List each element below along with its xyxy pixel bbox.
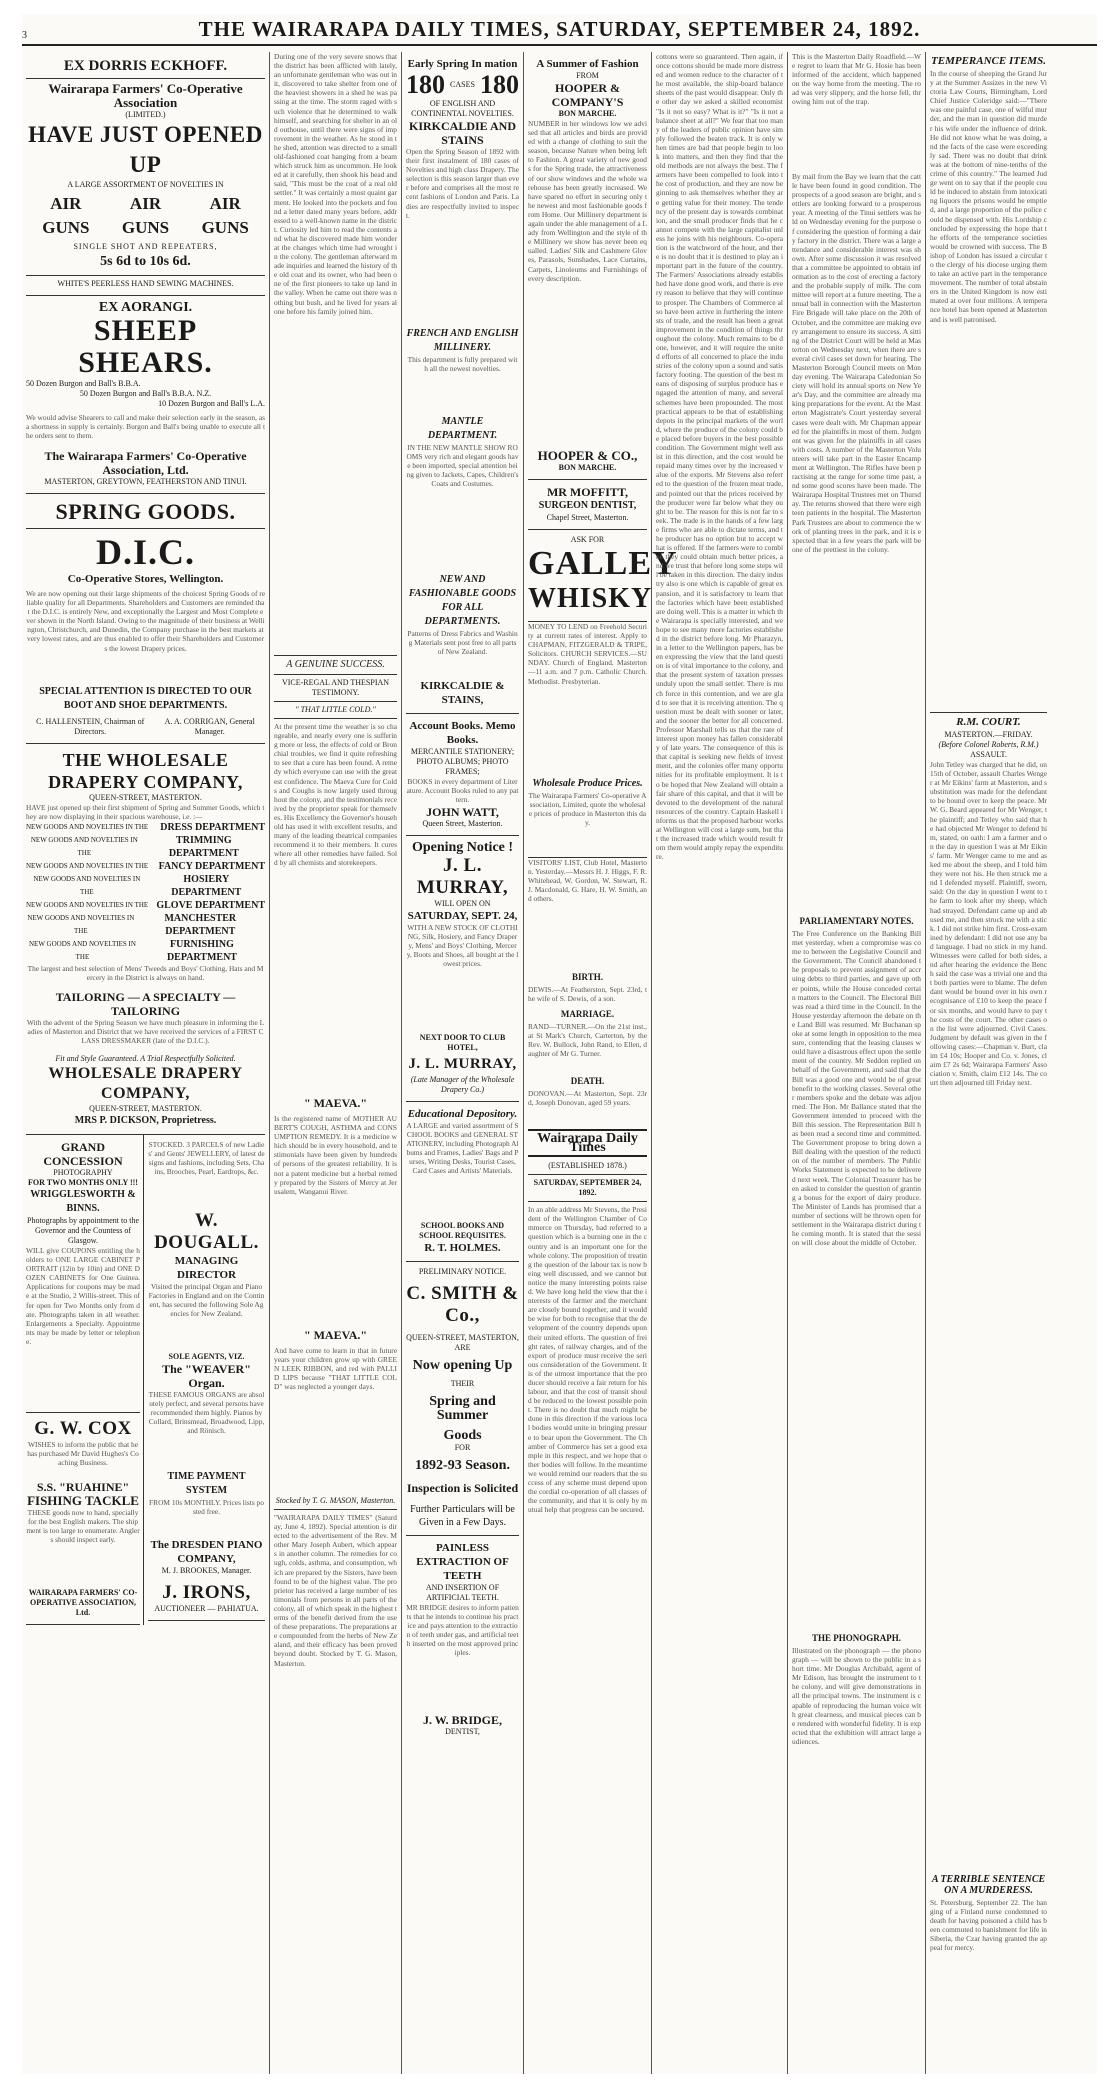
ad-dic-heading: SPRING GOODS. [55, 499, 236, 524]
ad-dic-chairman: C. HALLENSTEIN, Chairman of Directors. [36, 717, 145, 736]
ad-kirk-num-left: 180 [406, 70, 445, 99]
ad-smith-spring: Spring and Summer [429, 1394, 496, 1423]
ad-wdc-address: QUEEN-STREET, MASTERTON. [89, 793, 202, 802]
ad-hooper-heading: A Summer of Fashion [536, 58, 639, 70]
ad-kirk-heading: Early Spring In mation [407, 58, 518, 70]
ad-dougall: STOCKED. 3 PARCELS of new Ladies' and Gents' JEWELLERY, of latest designs and fashions, including Sets, Chains, Brooches, Pearl, Eardrops, &c. W. DOUGALL. MANAGING DIRECTOR Visited the principal Organ and Piano Factories in England and on the Continent, has secured the following Sole Agencies for New Zealand. SOLE AGENTS, VIZ. The "WEAVER" Organ. THESE FAMOUS ORGANS are absolutely perfect, and several persons have recommended them highly. Pianos by Collard, Brinsmead, Broadwood, Lipp, and Rönisch. TIME PAYMENT SYSTEM FROM 10s MONTHLY. Prices lists posted free. The DRESDEN PIANO COMPANY, M. J. BROOKES, Manager. J. IRONS, AUCTIONEER — PAHIATUA. [148, 1135, 265, 1621]
notice-marriage: MARRIAGE. [560, 1009, 615, 1019]
temperance-heading: TEMPERANCE ITEMS. [931, 55, 1046, 67]
ad-painless-dentist: DENTIST, [445, 1727, 480, 1736]
ad-dic-manager: A. A. CORRIGAN, General Manager. [164, 717, 255, 736]
ad-moffitt-place: Chapel Street, Masterton. [546, 513, 629, 522]
ad-wdc-department-prefix: NEW GOODS AND NOVELTIES IN THE [28, 940, 136, 961]
ad-shears-headline: SHEEP SHEARS. [78, 314, 213, 379]
ad-wdc-footer: WHOLESALE DRAPERY COMPANY, [48, 1065, 243, 1102]
ad-watt-heading: Account Books. Memo Books. [409, 720, 516, 746]
ad-wdc-footer-address: QUEEN-STREET, MASTERTON. [89, 1104, 202, 1113]
column-5: cottons were so guaranteed. Then again, if once cottons should be made more distressed and women reduce to the character of the most available, the ship-board balance sheets of the past would disappear. Only the other day we asked a skilled economist "Is it not so easy? What is it?" "Is it not a balance sheet at all?" We fear that too many of the leaders of public opinion have simply followed the beaten track. It is only when times are bad that people begin to look into matters, and then they find that the old methods are not always the best. The farmers have been compelled to look into the cost of production, and they are now beginning to ask themselves whether they are getting value for their money. The tendency of the present day is towards combination, and the small producer finds that he cannot compete with the large capitalist unless he joins with his neighbours. Co-operation is the watchword of the hour, and there is no doubt that it is destined to play an important part in the future of the country. The Farmers' Associations already established have done good work, and there is every reason to believe that they will continue to prosper. The Chambers of Commerce also have been active in furthering the interests of trade, and the result has been a great improvement in the condition of things throughout the colony. Much remains to be done, however, and it will require the united efforts of all concerned to place the industries of the colony upon a sound and satisfactory footing. The question of the best means of disposing of surplus produce has engaged the attention of many, and several schemes have been propounded. The most practical appears to be that of establishing depots in the principal markets of the world, where the produce of the colony could be placed before buyers in the best possible condition. The Government might well assist in this direction, and the cost would be repaid many times over by the increased value of the exports. Mr Stevens also referred to the question of the frozen meat trade, and pointed out that the prices received by the producer were far below what they ought to be. The reason for this is not far to seek. The trade is in the hands of a few large firms who are able to dictate terms, and the producer has no option but to accept what is offered. If the farmers were to combine they could obtain much better prices, and we trust that before long some steps will be taken in this direction. The dairy industry also is one which is capable of great expansion, and it is satisfactory to learn that the factories which have been established are doing well. This is a matter in which the Wairarapa is specially interested, and we hope to see many more factories established in the district before long. Mr Pharazyn, in a letter to the Wellington papers, has been expressing the view that the land question is of vital importance to the colony, and that the present system of taxation presses unduly upon the small settler. There is much force in this contention, and we are glad to see that it is receiving attention. The question must be dealt with sooner or later, and the sooner the better for all concerned. Professor Marshall tells us that the rate of interest upon money has fallen considerably of late years. The consequence of this is that capital is seeking new fields of investment, and the colonies offer many opportunities for its profitable employment. It is to be hoped that New Zealand will obtain a fair share of this capital, and that it will be devoted to the development of the natural resources of the country. Captain Haskell informs us that the proposed harbour works at Wellington will cost a large sum, but that the increased trade which would result from them would amply repay the expenditure. [652, 52, 788, 2074]
paper-date: SATURDAY, SEPTEMBER 24, 1892. [533, 1178, 642, 1198]
notice-death: DEATH. [570, 1076, 605, 1086]
ad-dougall-weaver: The "WEAVER" Organ. [162, 1362, 251, 1390]
ad-wdc-department-row [26, 899, 265, 912]
ad-cox: G. W. COX WISHES to inform the public that he has purchased Mr David Hughes's Coaching Business. S.S. "RUAHINE" FISHING TACKLE THESE goods now to hand, specially for the best English makers. The shipment is too large to enumerate. Anglers should inspect early. WAIRARAPA FARMERS' CO-OPERATIVE ASSOCIATION, Ltd. [26, 1413, 140, 1625]
ad-dougall-agents: SOLE AGENTS, VIZ. [168, 1352, 245, 1361]
ad-hooper: A Summer of Fashion FROM HOOPER & COMPANY'S BON MARCHE. NUMBER in her windows low we advised that all articles and birds are provided with a change of clothing to suit the season, because Nature when being left to Fashion. A great variety of new goods for the Spring trade, the attractiveness of our show windows and the whole warehouse has been greatly increased. We have spared no effort in securing only the newest and most fashionable goods from Home. Our Millinery department is again under the able management of a Lady from Wellington and the style of the Millinery we show has never been equalled. Ladies' Silk and Cashmere Gloves, Parasols, Sunshades, Lace Curtains, Carpets, Linoleums and Furnishings of every description. HOOPER & CO., BON MARCHE. [528, 52, 647, 480]
page-number: 3 [22, 30, 27, 41]
ad-grace-maeva-2: " MAEVA." [303, 1328, 368, 1342]
column-7: TEMPERANCE ITEMS. In the course of sheeping the Grand Jury at the Summer Assizes in the new Victoria Law Courts, Birmingham, Lord Chief Justice Coleridge said:—"There was one painful case, one of wilful murder, and the man in question did murder his wife under the influence of drink. He did not know what he was doing, and the facts of the case were exceedingly sad. There was no doubt that drink was at the bottom of nine-tenths of the crime of this country." The learned Judge went on to say that if the people could be induced to abstain from intoxicating liquors the prisons would be emptied, and a large proportion of the police could be dispensed with. His Lordship concluded by expressing the hope that the efforts of the temperance societies would be crowned with success. The Bishop of London has issued a circular to the clergy of his diocese urging them to take an active part in the temperance movement. The number of total abstainers in the United Kingdom is now estimated at over four millions. A temperance hotel has been opened at Masterton and is well patronised. R.M. COURT. MASTERTON.—FRIDAY. (Before Colonel Roberts, R.M.) ASSAULT. John Tetley was charged that he did, on 15th of October, assault Charles Wenger at Mr Eikins' farm at Masterton, and substitution was made for the defendant to be bound over to keep the peace. Mr W. G. Beard appeared for Mr Wenger, the plaintiff; and Tetley who said that he had objected Mr Wenger to defend him, stated, on oath: I am a farmer and on the day in question I was at Mr Eikins' farm. Mr Wenger came to me and asked me about the sheep, and I told him they were not his. He then struck me and I defended myself. Plaintiff, sworn, said: On the day in question I went to the farm to look after my sheep, which had strayed. Defendant came up and abused me, and then struck me with a stick. I did not strike him first. Cross-examined by defendant: I did not use any bad language. I had no stick in my hand. Witnesses were called for both sides, and after hearing the evidence the Bench said the case was a trivial one and that both parties were to blame. The defendant would be bound over in his own recognisance of £10 to keep the peace for six months, and would have to pay the costs of the court. The other cases on the list were adjourned. Civil Cases. Judgment by default was given in the following cases:—Chapman v. Burt, claim £4 10s; Hooper and Co. v. Jones, claim £7 2s 6d; Wairarapa Farmers' Association v. Smith, claim £12 14s. The court then adjourned till Friday next. A TERRIBLE SENTENCE ON A MURDERESS. St. Petersburg, September 22. The hanging of a Finland nurse condemned to death for having poisoned a child has been commuted to banishment for life in Siberia, the Czar having granted the appeal for mercy. [930, 55, 1049, 1953]
column-2: During one of the very severe snows that the district has been afflicted with lately, an unfortunate gentleman who was out in it, discovered to take shelter from one of the heaviest showers in a shed he was passing at the time. The storm raged with such violence that he determined to walk himself, and searching for shelter in an old outhouse, until there were signs of improvement in the weather. As he stood in the shed, attention was directed to a small old-fashioned coat hanging from a beam which struck him as uncommon. He looked at it carefully, then shook his head and said, "This must be the coat of a real old settler." It was certainly a most quaint garment. He looked into the pockets and found a letter dated many years before, addressed to a well-known name in the district. Curiosity led him to read the contents and what he discovered made him wonder at the changes which time had wrought in the colony. The gentleman afterward made inquiries and learned the history of the old coat and its owner, who had been one of the first pioneers to take up land in the valley. When he came out there was nothing but bush, and he lived for years alone before his family joined him. A GENUINE SUCCESS. VICE-REGAL AND THESPIAN TESTIMONY. " THAT LITTLE COLD." At the present time the weather is so changeable, and nearly every one is suffering more or less, the effects of cold or Bronchial troubles, we find it quite refreshing to see that a cure has been found. A remedy which everyone can use with the greatest confidence. The Maeva Cure for Colds and Coughs is now largely used throughout the colony, and the testimonials received by the proprietor speak for themselves. His Excellency the Governor's household has used it with excellent results, and many of the leading theatrical companies recommend it to their members. It cures where all other remedies have failed. Sold by all chemists and storekeepers. " MAEVA." Is the registered name of MOTHER AUBERT'S COUGH, ASTHMA and CONSUMPTION REMEDY. It is a medicine which should be in every household, and testimonials have been given by hundreds of persons of the greatest reliability. It is not a patent medicine but a herbal remedy prepared by the Sisters of Mercy at Jerusalem, Wanganui River. " MAEVA." And have come to learn in that in future years your children grow up with GREEN LEEK RIBBON, and red with PALLID LIPS because "THAT LITTLE COLD" was neglected a younger days. Stocked by T. G. MASON, Masterton. "WAIRARAPA DAILY TIMES" (Saturday, June 4, 1892). Special attention is directed to the advertisement of the Rev. Mother Mary Joseph Aubert, which appears in another column. The remedies for cough, colds, asthma, and consumption, which are prepared by the Sisters, have been found to be of the highest value. The proprietor has received a large number of testimonials from persons in all parts of the colony, all of which speak in the highest terms of the benefit derived from the use of these preparations. The preparations are compounded from the herbs of New Zealand, and their efficacy has been proved beyond doubt. Stocked by T. G. Mason, Masterton. [270, 52, 402, 2074]
ad-kirk-num-right: 180 [480, 70, 519, 99]
ad-kirk-sub: OF ENGLISH AND CONTINENTAL NOVELTIES. [411, 99, 514, 118]
ad-galley-ask: ASK FOR [570, 535, 605, 544]
ad-smith-for: FOR [454, 1443, 471, 1452]
ad-wdc-department-prefix: NEW GOODS AND NOVELTIES IN THE [30, 836, 138, 857]
ad-shears-heading: EX AORANGI. [98, 300, 193, 315]
ad-dic-headline: D.I.C. [95, 532, 195, 572]
rm-court-place-date: MASTERTON.—FRIDAY. [944, 730, 1033, 739]
ad-smith-inspection: Inspection is Solicited [406, 1481, 519, 1495]
ad-eckhoff-company: Wairarapa Farmers' Co-Operative Association [48, 81, 243, 110]
ad-wdc-motto: Fit and Style Guaranteed. A Trial Respectfully Solicited. [55, 1054, 236, 1063]
ad-grand-sub: PHOTOGRAPHY [53, 1168, 113, 1177]
ad-painless-bridge: J. W. BRIDGE, [422, 1713, 503, 1727]
ad-wdc-department-name: FANCY DEPARTMENT [158, 861, 265, 872]
ad-watt: Account Books. Memo Books. MERCANTILE STATIONERY; PHOTO ALBUMS; PHOTO FRAMES; BOOKS in every department of Literature. Account Books ruled to any pattern. JOHN WATT, Queen Street, Masterton. [406, 714, 519, 836]
ad-edu-holmes: R. T. HOLMES. [424, 1242, 501, 1254]
ad-smith [406, 1262, 519, 1536]
ad-wdc-tailoring: TAILORING — A SPECIALTY — TAILORING [55, 990, 236, 1018]
ad-moffitt [528, 480, 647, 530]
ad-murray-name-2: J. L. MURRAY, [408, 1056, 517, 1072]
ad-wdc-department-row [26, 912, 265, 938]
ad-wdc-department-name: DRESS DEPARTMENT [160, 822, 265, 833]
ad-watt-sub: MERCANTILE STATIONERY; PHOTO ALBUMS; PHOTO FRAMES; [410, 747, 515, 776]
ad-edu: Educational Depository. A LARGE and varied assortment of SCHOOL BOOKS and GENERAL STATIONERY, including Photograph Albums and Frames, Ladies' Bags and Purses, Writing Desks, Tourist Cases, Card Cases and Artists' Materials. SCHOOL BOOKS AND SCHOOL REQUISITES. R. T. HOLMES. [406, 1102, 519, 1262]
paper-est: (ESTABLISHED 1878.) [548, 1161, 627, 1171]
ad-grace-heading: A GENUINE SUCCESS. [286, 659, 385, 670]
ad-painless-heading: PAINLESS EXTRACTION OF TEETH [416, 1542, 509, 1582]
ad-grace-stocked: Stocked by T. G. MASON, Masterton. [275, 1496, 396, 1505]
ad-dougall-auctioneer: AUCTIONEER — PAHIATUA. [154, 1604, 259, 1613]
ad-wdc-department-row [26, 834, 265, 860]
ad-grand-studio-sub: Photographs by appointment to the Governor and the Countess of Glasgow. [27, 1216, 139, 1245]
ad-edu-school: SCHOOL BOOKS AND SCHOOL REQUISITES. [419, 1221, 506, 1240]
ad-wdc-headline: THE WHOLESALE DRAPERY COMPANY, [48, 750, 243, 792]
ad-hooper-firm-2: HOOPER & CO., [537, 448, 638, 463]
ad-wdc-proprietress: MRS P. DICKSON, Proprietress. [74, 1115, 217, 1126]
ad-murray-late: (Late Manager of the Wholesale Drapery Co.) [410, 1075, 515, 1094]
ad-cox-steamer: S.S. "RUAHINE" [36, 1480, 130, 1494]
ad-wdc-department-name: TRIMMING DEPARTMENT [168, 835, 239, 859]
ad-smith-season: 1892-93 Season. [415, 1458, 510, 1473]
ad-hooper-firm: HOOPER & COMPANY'S [551, 81, 624, 109]
ad-eckhoff-footer: WHITE'S PEERLESS HAND SEWING MACHINES. [57, 279, 234, 288]
ad-moffitt-name: MR MOFFITT, [546, 485, 629, 499]
ad-wdc-department-name: FURNISHING DEPARTMENT [166, 939, 237, 963]
ad-kirk-mantle: MANTLE DEPARTMENT. [427, 416, 498, 441]
ad-smith-their: THEIR [450, 1379, 475, 1388]
masthead [22, 14, 1097, 46]
ad-murray: Opening Notice ! J. L. MURRAY, WILL OPEN ON SATURDAY, SEPT. 24, WITH A NEW STOCK OF CLOTHING, Silk, Hosiery, and Fancy Drapery, Mens' and Boys' Clothing, Mercery, Boots and Shoes, all bought at the lowest prices. NEXT DOOR TO CLUB HOTEL, J. L. MURRAY, (Late Manager of the Wholesale Drapery Co.) [406, 836, 519, 1102]
ad-wdc-department-name: GLOVE DEPARTMENT [156, 900, 265, 911]
ad-kirk-cases: CASES [450, 80, 475, 89]
ad-grand-heading: GRAND CONCESSION [43, 1140, 123, 1168]
ad-smith-prelim: PRELIMINARY NOTICE. [418, 1267, 507, 1276]
column-3 [402, 52, 524, 2074]
ad-galley-headline: GALLEY [528, 545, 678, 582]
ad-eckhoff-limited: (LIMITED.) [125, 110, 166, 119]
newspaper-page [22, 14, 1097, 2074]
ad-murray-heading: Opening Notice ! [411, 840, 514, 855]
ad-eckhoff-heading: EX DORRIS ECKHOFF. [63, 58, 228, 74]
ad-dic-sub: Co-Operative Stores, Wellington. [67, 573, 224, 585]
ad-smith-now: Now opening Up [412, 1358, 513, 1373]
ad-murray-name: J. L. MURRAY, [416, 855, 509, 898]
ad-wdc-department-prefix: NEW GOODS AND NOVELTIES IN THE [26, 823, 149, 831]
column-1 [22, 52, 270, 2074]
ad-shears-line-2: 50 Dozen Burgon and Ball's B.B.A. N.Z. [79, 389, 212, 398]
ad-smith-and: ARE [454, 1343, 471, 1352]
ad-cox-tackle: FISHING TACKLE [27, 1493, 139, 1508]
ad-wdc-department-row [26, 938, 265, 964]
ad-dic-attention: SPECIAL ATTENTION IS DIRECTED TO OUR BOOT AND SHOE DEPARTMENTS. [39, 686, 252, 711]
ad-galley [528, 530, 678, 622]
ad-grand-studio: WRIGGLESWORTH & BINNS. [30, 1189, 136, 1214]
ad-watt-place: Queen Street, Masterton. [422, 819, 503, 828]
ad-wholesale: Wholesale Produce Prices. The Wairarapa Farmers' Co-operative Association, Limited, quote the wholesale prices of produce in Masterton this day. [528, 772, 647, 858]
notice-birth: BIRTH. [572, 972, 603, 982]
ad-shears-place: MASTERTON, GREYTOWN, FEATHERSTON AND TINUI. [44, 477, 247, 486]
ad-kirk-firm: KIRKCALDIE AND STAINS [408, 119, 516, 147]
ad-hooper-bon: BON MARCHE. [558, 463, 617, 472]
murderess-heading: A TERRIBLE SENTENCE ON A MURDERESS. [931, 1874, 1046, 1896]
ad-eckhoff-guns-1: AIR GUNS [42, 194, 90, 237]
ad-smith-firm: C. SMITH & Co., [406, 1283, 519, 1326]
ad-kirk-new: NEW AND FASHIONABLE GOODS FOR ALL DEPARTMENTS. [408, 574, 517, 627]
ad-eckhoff-guns-2: AIR GUNS [121, 194, 170, 237]
ad-wdc-department-prefix: NEW GOODS AND NOVELTIES IN THE [26, 901, 149, 909]
ad-murray-date: SATURDAY, SEPT. 24, [407, 910, 518, 922]
ad-grace-quote: " THAT LITTLE COLD." [295, 705, 376, 714]
ad-smith-further: Further Particulars will be Given in a Few Days. [410, 1504, 515, 1528]
ad-wdc-department-row [26, 873, 265, 899]
ad-dougall-pianos: The DRESDEN PIANO COMPANY, [150, 1539, 263, 1565]
ad-hooper-store: BON MARCHE. [558, 109, 617, 118]
ad-grace-maeva: " MAEVA." [303, 1096, 368, 1110]
ad-wdc: THE WHOLESALE DRAPERY COMPANY, QUEEN-STREET, MASTERTON. HAVE just opened up their first shipment of Spring and Summer Goods, which they are now displaying in their spacious warehouse, i.e. :— NEW GOODS AND NOVELTIES IN THE DRESS DEPARTMENT NEW GOODS AND NOVELTIES IN THE TRIMMING DEPARTMENT NEW GOODS AND NOVELTIES IN THE FANCY DEPARTMENT NEW GOODS AND NOVELTIES IN THE HOSIERY DEPARTMENT NEW GOODS AND NOVELTIES IN THE GLOVE DEPARTMENT NEW GOODS AND NOVELTIES IN THE MANCHESTER DEPARTMENT NEW GOODS AND NOVELTIES IN THE FURNISHING DEPARTMENT The largest and best selection of Mens' Tweeds and Boys' Clothing, Hats and Mercery in the District is always on hand. TAILORING — A SPECIALTY — TAILORING With the advent of the Spring Season we have much pleasure in informing the Ladies of Masterton and District that we have received the services of a FIRST CLASS DRESSMAKER (late of the D.I.C.). Fit and Style Guaranteed. A Trial Respectfully Solicited. WHOLESALE DRAPERY COMPANY, QUEEN-STREET, MASTERTON. MRS P. DICKSON, Proprietress. [26, 744, 265, 1135]
ad-edu-heading: Educational Depository. [407, 1108, 518, 1120]
column-4: A Summer of Fashion FROM HOOPER & COMPANY'S BON MARCHE. NUMBER in her windows low we advised that all articles and birds are provided with a change of clothing to suit the season, because Nature when being left to Fashion. A great variety of new goods for the Spring trade, the attractiveness of our show windows and the whole warehouse has been greatly increased. We have spared no effort in securing only the newest and most fashionable goods from Home. Our Millinery department is again under the able management of a Lady from Wellington and the style of the Millinery we show has never been equalled. Ladies' Silk and Cashmere Gloves, Parasols, Sunshades, Lace Curtains, Carpets, Linoleums and Furnishings of every description. HOOPER & CO., BON MARCHE. MR MOFFITT, SURGEON DENTIST, Chapel Street, Masterton. ASK FOR GALLEY WHISKY MONEY TO LEND on Freehold Security at current rates of interest. Apply to CHAPMAN, FITZGERALD & TRIPE, Solicitors. CHURCH SERVICES.—SUNDAY. Church of England. Masterton—11 a.m. and 7 p.m. Catholic Church. Methodist. Presbyterian. Wholesale Produce Prices. The Wairarapa Farmers' Co-operative Association, Limited, quote the wholesale prices of produce in Masterton this day. VISITORS' LIST, Club Hotel, Masterton. Yesterday.—Messrs H. J. Higgs, F. R. Whitehead, W. Gordon, W. Stewart, R. J. Macdonald, G. Hare, H. W. Smith, and others. BIRTH. DEWIS.—At Featherston, Sept. 23rd, the wife of S. Dewis, of a son. MARRIAGE. RAND—TURNER.—On the 21st inst., at St Mark's Church, Carterton, by the Rev. W. Bullock, John Rand, to Ellen, daughter of Mr G. Turner. DEATH. DONOVAN.—At Masterton, Sept. 23rd, Joseph Donovan, aged 59 years. Wairarapa Daily Times (ESTABLISHED 1878.) SATURDAY, SEPTEMBER 24, 1892. In an able address Mr Stevens, the President of the Wellington Chamber of Commerce on Thursday, had referred to a question which is a burning one in the country and is an important one for the whole colony. The proposition of treating the question of the labour tax is now being well discussed, and we cannot but notice the many interesting points raised. We have long held the view that the interests of the farmer and the merchant are closely bound together, and it would be wise for both to recognise that the development of the country depends upon their united efforts. The question of freight rates, of railway charges, and of the export of produce must receive the serious consideration of the Government. It is of the utmost importance that the producer should receive a fair return for his labour, and that the cost of transit should be reduced to the lowest possible point. There is no doubt that much might be done in this direction if the various local bodies would unite in bringing pressure to bear upon the Government. The Chamber of Commerce has set a good example in this respect, and we hope that other bodies will follow. In the meantime we would remind our readers that the success of any scheme must depend upon the cordial co-operation of all classes of the community, and that it is only by mutual help that progress can be secured. [524, 52, 652, 2074]
ad-murray-next: NEXT DOOR TO CLUB HOTEL, [419, 1033, 506, 1052]
ad-dougall-brookes: M. J. BROOKES, Manager. [161, 1566, 252, 1575]
ad-dougall-name: W. DOUGALL. [154, 1210, 259, 1253]
ad-dougall-irons: J. IRONS, [162, 1582, 251, 1603]
ad-cox-headline: G. W. COX [34, 1418, 132, 1439]
ad-wdc-department-prefix: NEW GOODS AND NOVELTIES IN THE [27, 914, 135, 935]
ad-wdc-department-prefix: NEW GOODS AND NOVELTIES IN THE [33, 875, 141, 896]
ad-wdc-department-name: MANCHESTER DEPARTMENT [164, 913, 237, 937]
ad-wdc-department-row [26, 860, 265, 873]
ad-shears: EX AORANGI. SHEEP SHEARS. 50 Dozen Burgon and Ball's B.B.A. 50 Dozen Burgon and Ball's B.B.A. N.Z. 10 Dozen Burgon and Ball's L.A. We would advise Shearers to call and make their selection early in the season, as a shortness in supply is certainly. Burgon and Ball's being unable to execute all the orders sent to them. The Wairarapa Farmers' Co-Operative Association, Ltd. MASTERTON, GREYTOWN, FEATHERSTON AND TINUI. [26, 296, 265, 494]
ad-cox-footer: WAIRARAPA FARMERS' CO-OPERATIVE ASSOCIATION, Ltd. [28, 1588, 138, 1617]
columns [22, 52, 1097, 2074]
parliamentary-notes-heading: PARLIAMENTARY NOTES. [799, 916, 914, 926]
ad-galley-whisky: WHISKY [528, 583, 653, 614]
rm-court-before: (Before Colonel Roberts, R.M.) [938, 740, 1039, 749]
ad-moffitt-title: SURGEON DENTIST, [538, 500, 637, 511]
ad-grace-sub: VICE-REGAL AND THESPIAN TESTIMONY. [281, 678, 390, 697]
phonograph-heading: THE PHONOGRAPH. [811, 1633, 901, 1643]
rm-court-heading: R.M. COURT. [956, 716, 1021, 728]
ad-dougall-managing: MANAGING DIRECTOR [174, 1255, 239, 1281]
ad-eckhoff-guns-3: AIR GUNS [201, 194, 249, 237]
ad-murray-will: WILL OPEN ON [434, 899, 491, 908]
ad-watt-name: JOHN WATT, [426, 805, 499, 819]
ad-dougall-time: TIME PAYMENT SYSTEM [167, 1471, 246, 1496]
ad-eckhoff-price: 5s 6d to 10s 6d. [100, 254, 191, 269]
ad-eckhoff-headline: HAVE JUST OPENED UP [28, 122, 263, 177]
paper-name: Wairarapa Daily Times [528, 1129, 647, 1157]
ad-painless-sub: AND INSERTION OF ARTIFICIAL TEETH. [425, 1583, 500, 1602]
ad-grand-offer: FOR TWO MONTHS ONLY !!! [28, 1178, 138, 1187]
ad-wdc-departments [26, 821, 265, 964]
ad-shears-line-3: 10 Dozen Burgon and Ball's L.A. [158, 399, 265, 408]
ad-wdc-department-prefix: NEW GOODS AND NOVELTIES IN THE [26, 862, 149, 870]
rm-court-assault: ASSAULT. [970, 750, 1007, 759]
ad-wdc-department-name: HOSIERY DEPARTMENT [171, 874, 242, 898]
ad-grand: GRAND CONCESSION PHOTOGRAPHY FOR TWO MONTHS ONLY !!! WRIGGLESWORTH & BINNS. Photographs by appointment to the Governor and the Countess of Glasgow. WILL give COUPONS entitling the holders to ONE LARGE CABINET PORTRAIT (12in by 10in) and ONE DOZEN CABINETS for One Guinea. Applications for coupons may be made at the Studio, 2 Willis-street. This offer open for Two Months only from date. Photographs taken in all weather. Enlargements a Specialty. Appointments may be made by letter or telephone. [26, 1135, 140, 1413]
ad-kirk-french: FRENCH AND ENGLISH MILLINERY. [406, 328, 519, 353]
ad-hooper-from: FROM [576, 71, 599, 80]
ad-kirk-firm-2: KIRKCALDIE & STAINS, [420, 680, 505, 706]
ad-eckhoff [26, 52, 265, 296]
column-6: This is the Masterton Daily Roadfield.—We regret to learn that Mr G. Hosie has been informed of the accident, which happened on the way home from the meeting. The road was very slippery, and the horse fell, throwing him out of the trap. By mail from the Bay we learn that the cattle have been found in good condition. The prospects of a good season are bright, and settlers are looking forward to a prosperous year. A meeting of the Tinui settlers was held on Wednesday evening for the purpose of considering the question of forming a dairy factory in the district. There was a large attendance and considerable interest was shown. After some discussion it was resolved that a committee be appointed to obtain information as to the cost of erecting a factory and the probable supply of milk. The committee will report at a future meeting. The annual ball in connection with the Masterton Fire Brigade will take place on the 20th of October, and the committee are making every arrangement to ensure its success. A sitting of the District Court will be held at Masterton on Wednesday next, when there are several civil cases set down for hearing. The Masterton Borough Council meets on Monday evening. The Wairarapa Caledonian Society will hold its annual sports on New Year's Day, and the committee are already making preparations for the event. At the Masterton Magistrate's Court yesterday several cases were dealt with. Mr Chapman appeared for the plaintiffs in most of them. Judgment was given for the plaintiffs in all cases with costs. A number of the Masterton Volunteers will take part in the Easter Encampment at Wellington. The Rifles have been practising at the range for some time past, and some good scores have been made. The Wairarapa Hospital Trustees met on Thursday. The returns showed that there were eighteen patients in the hospital. The Masterton Park Trustees are about to commence the work of planting trees in the park, and it is expected that in a few years the park will be one of the prettiest in the colony. PARLIAMENTARY NOTES. The Free Conference on the Banking Bill met yesterday, when a compromise was come to between the Legislative Council and the Government. The Council abandoned the proposals to prevent assignment of accruing debts to third parties, and gave up other points, while the House conceded certain matters to the Council. The Electoral Bill was read a third time in the Council. In the House yesterday afternoon the debate on the Land Bill was resumed. Mr Buchanan spoke at some length in opposition to the measure, contending that the leasing clauses would have a disastrous effect upon the settlement of the country. Mr Seddon replied on behalf of the Government, and said that the Bill was a good one and would be of great benefit to the working classes. Several other members spoke and the debate was adjourned. The Hon. Mr Ballance stated that the Government intended to proceed with the Bill this session. The Representation Bill has been read a second time and committed. The Government propose to bring down a Bill dealing with the question of the reduction of the number of members. The Public Works Statement is expected to be delivered next week. The Colonial Treasurer has been asked to consider the question of granting a bonus for the export of dairy produce. The Minister of Lands has promised that a number of sections will be thrown open for settlement in the Wairarapa district during the coming month. It is stated that the session will close about the middle of October. THE PHONOGRAPH. Illustrated on the phonograph — the phonograph — will be shown to the public in a short time. Mr Douglas Archibald, agent of Mr Edison, has brought the instrument to the colony, and will give demonstrations in all the principal towns. The instrument is capable of reproducing the human voice with great clearness, and musical pieces can be rendered with wonderful fidelity. It is expected that the exhibition will attract large audiences. [788, 52, 926, 2074]
ad-eckhoff-sub: A LARGE ASSORTMENT OF NOVELTIES IN [67, 180, 224, 189]
ad-shears-footer: The Wairarapa Farmers' Co-Operative Association, Ltd. [44, 449, 247, 477]
ad-painless: PAINLESS EXTRACTION OF TEETH AND INSERTION OF ARTIFICIAL TEETH. MR BRIDGE desires to inform patients that he intends to continue his practice and pays attention to the extraction of teeth under gas, and artificial teeth inserted on the most approved principles. J. W. BRIDGE, DENTIST, [406, 1542, 519, 1736]
ad-shears-line-1: 50 Dozen Burgon and Ball's B.B.A. [26, 379, 141, 388]
ad-kirk: Early Spring In mation 180 CASES 180 OF ENGLISH AND CONTINENTAL NOVELTIES. KIRKCALDIE AND STAINS Open the Spring Season of 1892 with their first instalment of 180 cases of Novelties and high class Drapery. The selection is this season larger than ever before and comprises all the most recent fashions of London and Paris. Ladies are respectfully invited to inspect. FRENCH AND ENGLISH MILLINERY. This department is fully prepared with all the newest novelties. MANTLE DEPARTMENT. IN THE NEW MANTLE SHOW ROOMS very rich and elegant goods have been imported, special attention being given to Jackets, Capes, Children's Coats and Costumes. NEW AND FASHIONABLE GOODS FOR ALL DEPARTMENTS. Patterns of Dress Fabrics and Washing Materials sent post free to all parts of New Zealand. KIRKCALDIE & STAINS, [406, 52, 519, 714]
ad-eckhoff-single: SINGLE SHOT AND REPEATERS, [73, 242, 218, 251]
ad-wholesale-heading: Wholesale Produce Prices. [532, 778, 643, 789]
ad-smith-goods: Goods [443, 1428, 482, 1443]
masthead-title: THE WAIRARAPA DAILY TIMES, SATURDAY, SEPTEMBER 24, 1892. [198, 16, 921, 41]
ad-wdc-department-row [26, 821, 265, 834]
ad-smith-street: QUEEN-STREET, MASTERTON, [406, 1333, 519, 1342]
ad-dic: SPRING GOODS. D.I.C. Co-Operative Stores, Wellington. We are now opening out their large shipments of the choicest Spring Goods of reliable quality for all Departments. Shareholders and Customers are reminded that the D.I.C. is entirely New, and exceptionally the Largest and Most Complete ever shown in the North Island. Owing to the magnitude of their business at Wellington, Christchurch, and Dunedin, the Company purchase in the best markets at very lowest rates, and are thus enabled to offer their Shareholders and Customers the lowest Drapery prices. SPECIAL ATTENTION IS DIRECTED TO OUR BOOT AND SHOE DEPARTMENTS. C. HALLENSTEIN, Chairman of Directors. A. A. CORRIGAN, General Manager. [26, 494, 265, 744]
